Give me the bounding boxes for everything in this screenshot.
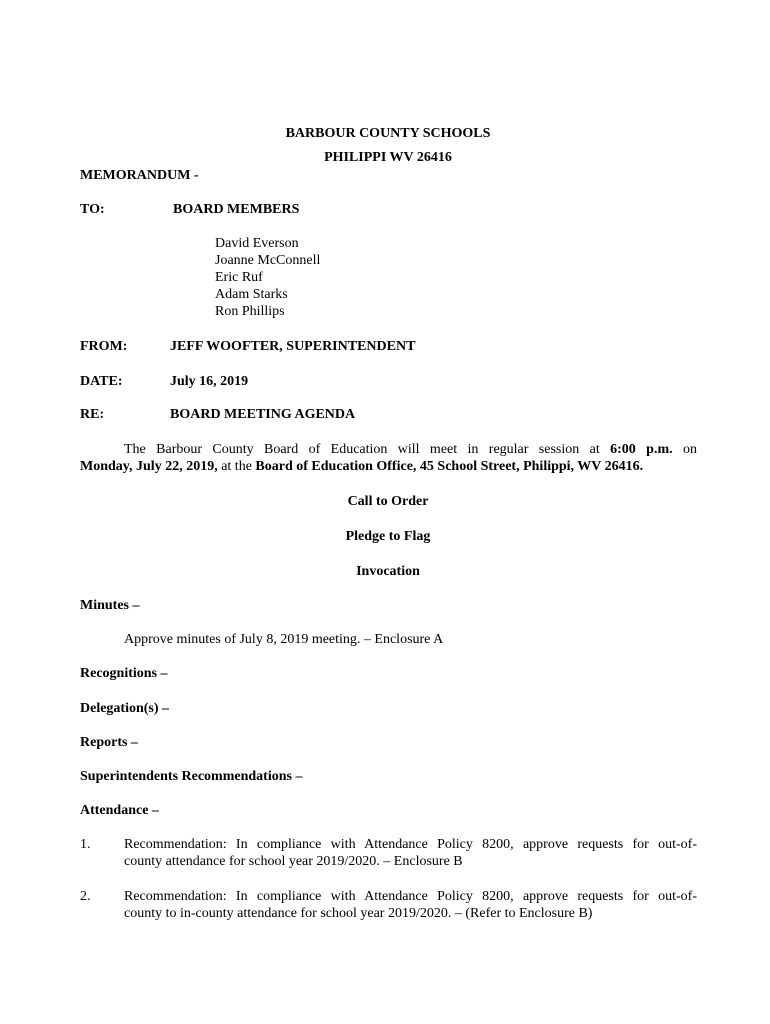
invocation: Invocation	[356, 564, 420, 579]
section-minutes: Minutes –	[80, 598, 140, 613]
section-attendance: Attendance –	[80, 803, 159, 818]
date-value: July 16, 2019	[170, 374, 249, 389]
meeting-time: 6:00 p.m.	[610, 442, 673, 457]
section-reports: Reports –	[80, 735, 138, 750]
board-member: Ron Phillips	[215, 304, 285, 319]
to-label: TO:	[80, 202, 105, 217]
call-to-order: Call to Order	[347, 494, 429, 509]
item-line: Recommendation: In compliance with Attendance Policy 8200, approve requests for out-of-	[124, 837, 697, 852]
board-member: Joanne McConnell	[215, 253, 321, 268]
from-value: JEFF WOOFTER, SUPERINTENDENT	[170, 339, 416, 354]
meeting-date: Monday, July 22, 2019,	[80, 459, 218, 474]
re-value: BOARD MEETING AGENDA	[170, 407, 356, 422]
board-member: Adam Starks	[215, 287, 288, 302]
intro-paragraph	[80, 441, 697, 475]
date-label: DATE:	[80, 374, 123, 389]
intro-text: on	[672, 442, 698, 457]
item-line: county attendance for school year 2019/2020. – Enclosure B	[124, 854, 463, 869]
section-superintendent-recommendations: Superintendents Recommendations –	[80, 769, 303, 784]
header-address: PHILIPPI WV 26416	[324, 150, 452, 165]
pledge-to-flag: Pledge to Flag	[345, 529, 431, 544]
list-item	[124, 888, 697, 922]
to-value: BOARD MEMBERS	[173, 202, 300, 217]
board-member: Eric Ruf	[215, 270, 263, 285]
list-item	[124, 836, 697, 870]
item-line: Recommendation: In compliance with Attendance Policy 8200, approve requests for out-of-	[124, 889, 697, 904]
item-line: county to in-county attendance for school year 2019/2020. – (Refer to Enclosure B)	[124, 906, 593, 921]
header-org: BARBOUR COUNTY SCHOOLS	[285, 126, 491, 141]
meeting-location: Board of Education Office, 45 School Street, Philippi, WV 26416.	[255, 459, 644, 474]
board-member: David Everson	[215, 236, 299, 251]
item-number: 2.	[80, 889, 91, 904]
section-delegations: Delegation(s) –	[80, 701, 170, 716]
from-label: FROM:	[80, 339, 128, 354]
intro-text: The Barbour County Board of Education will meet in regular session at	[124, 442, 611, 457]
minutes-item: Approve minutes of July 8, 2019 meeting. – Enclosure A	[124, 632, 444, 647]
intro-text: at the	[217, 459, 256, 474]
re-label: RE:	[80, 407, 105, 422]
item-number: 1.	[80, 837, 91, 852]
memo-label: MEMORANDUM -	[80, 168, 199, 183]
section-recognitions: Recognitions –	[80, 666, 168, 681]
